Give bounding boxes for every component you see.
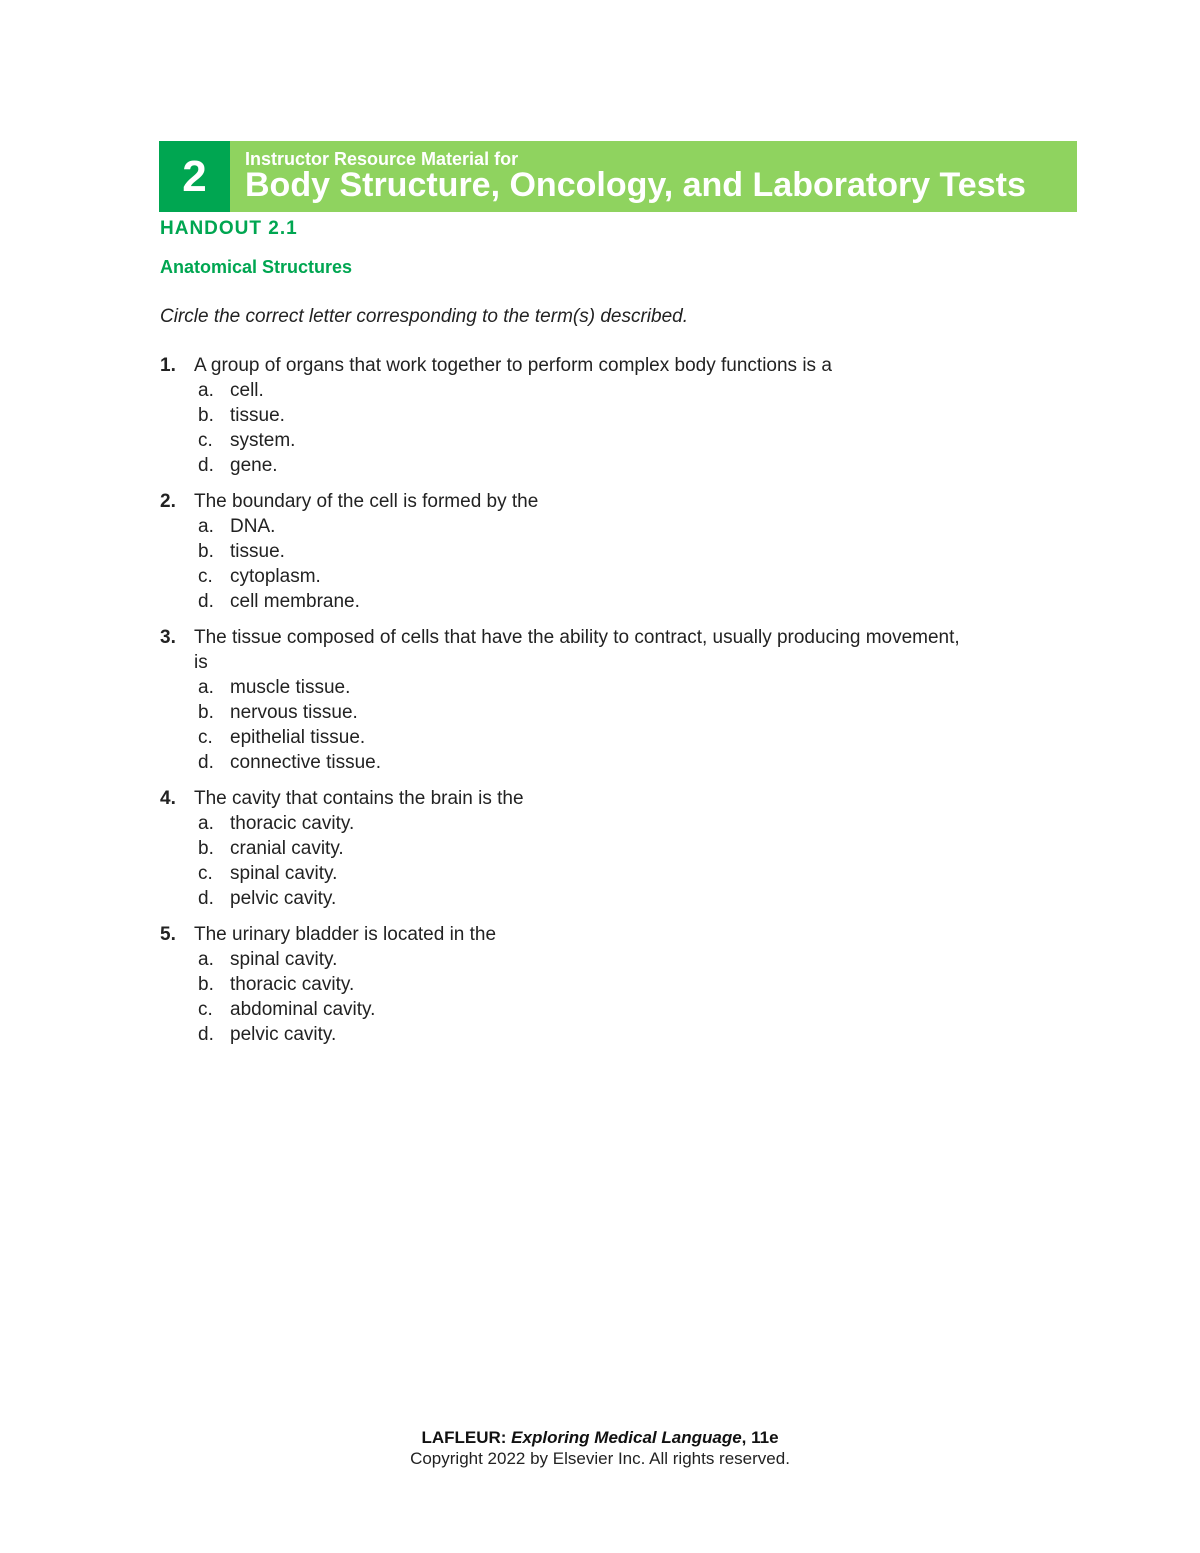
option-text: cell membrane. [230,591,360,612]
option-letter: c. [198,999,213,1020]
question-number: 5. [160,924,176,945]
option-text: nervous tissue. [230,702,358,723]
option-letter: d. [198,591,214,612]
option-text: abdominal cavity. [230,999,376,1020]
option-text: connective tissue. [230,752,382,773]
answer-option[interactable] [194,725,980,750]
option-letter: b. [198,974,214,995]
option-letter: a. [198,677,214,698]
option-text: tissue. [230,405,285,426]
question-item [160,625,980,775]
footer-copyright: Copyright 2022 by Elsevier Inc. All rights reserved. [410,1449,790,1468]
question-item [160,786,980,911]
section-title: Anatomical Structures [160,257,353,277]
option-letter: c. [198,863,213,884]
option-letter: b. [198,541,214,562]
option-text: epithelial tissue. [230,727,366,748]
answer-option[interactable] [194,811,980,836]
option-text: spinal cavity. [230,949,338,970]
question-item [160,353,980,478]
answer-option[interactable] [194,836,980,861]
option-letter: a. [198,813,214,834]
option-text: pelvic cavity. [230,1024,337,1045]
footer-author: LAFLEUR: [421,1428,507,1447]
question-number: 3. [160,627,176,648]
option-text: pelvic cavity. [230,888,337,909]
answer-option[interactable] [194,403,980,428]
option-text: gene. [230,455,278,476]
answer-option[interactable] [194,972,980,997]
question-number: 4. [160,788,176,809]
answer-option[interactable] [194,589,980,614]
option-text: cranial cavity. [230,838,344,859]
option-list [194,947,980,1047]
option-letter: c. [198,566,213,587]
option-letter: d. [198,1024,214,1045]
question-stem: The urinary bladder is located in the [194,924,497,945]
option-letter: d. [198,888,214,909]
option-list [194,811,980,911]
option-text: thoracic cavity. [230,813,355,834]
option-list [194,675,980,775]
option-text: muscle tissue. [230,677,351,698]
answer-option[interactable] [194,750,980,775]
option-letter: a. [198,516,214,537]
answer-option[interactable] [194,539,980,564]
question-item [160,922,980,1047]
option-list [194,378,980,478]
option-letter: a. [198,949,214,970]
question-stem: A group of organs that work together to perform complex body functions is a [194,355,832,376]
question-stem: The boundary of the cell is formed by the [194,491,539,512]
answer-option[interactable] [194,700,980,725]
chapter-title: Body Structure, Oncology, and Laboratory Tests [245,166,1026,204]
handout-label: HANDOUT 2.1 [160,218,298,239]
option-text: system. [230,430,296,451]
footer-book-title: Exploring Medical Language [511,1428,742,1447]
option-text: cytoplasm. [230,566,321,587]
option-letter: c. [198,727,213,748]
answer-option[interactable] [194,886,980,911]
answer-option[interactable] [194,675,980,700]
question-stem: The tissue composed of cells that have the ability to contract, usually producing movement, is [194,627,960,673]
option-text: cell. [230,380,264,401]
answer-option[interactable] [194,378,980,403]
answer-option[interactable] [194,453,980,478]
answer-option[interactable] [194,997,980,1022]
banner-subtitle: Instructor Resource Material for [245,149,519,169]
option-letter: d. [198,455,214,476]
question-item [160,489,980,614]
option-letter: c. [198,430,213,451]
question-number: 1. [160,355,176,376]
page-footer [0,1427,1200,1469]
question-stem: The cavity that contains the brain is the [194,788,524,809]
option-text: DNA. [230,516,276,537]
answer-option[interactable] [194,428,980,453]
chapter-banner [159,141,1077,212]
chapter-number: 2 [159,141,230,212]
instructions: Circle the correct letter corresponding to the term(s) described. [160,306,688,327]
footer-edition: , 11e [741,1428,779,1447]
footer-citation [0,1427,1200,1449]
option-letter: b. [198,702,214,723]
question-number: 2. [160,491,176,512]
question-list [160,353,980,1058]
answer-option[interactable] [194,1022,980,1047]
option-letter: d. [198,752,214,773]
answer-option[interactable] [194,861,980,886]
answer-option[interactable] [194,564,980,589]
option-text: spinal cavity. [230,863,338,884]
answer-option[interactable] [194,514,980,539]
option-text: tissue. [230,541,285,562]
answer-option[interactable] [194,947,980,972]
option-letter: b. [198,405,214,426]
option-list [194,514,980,614]
option-text: thoracic cavity. [230,974,355,995]
option-letter: a. [198,380,214,401]
option-letter: b. [198,838,214,859]
